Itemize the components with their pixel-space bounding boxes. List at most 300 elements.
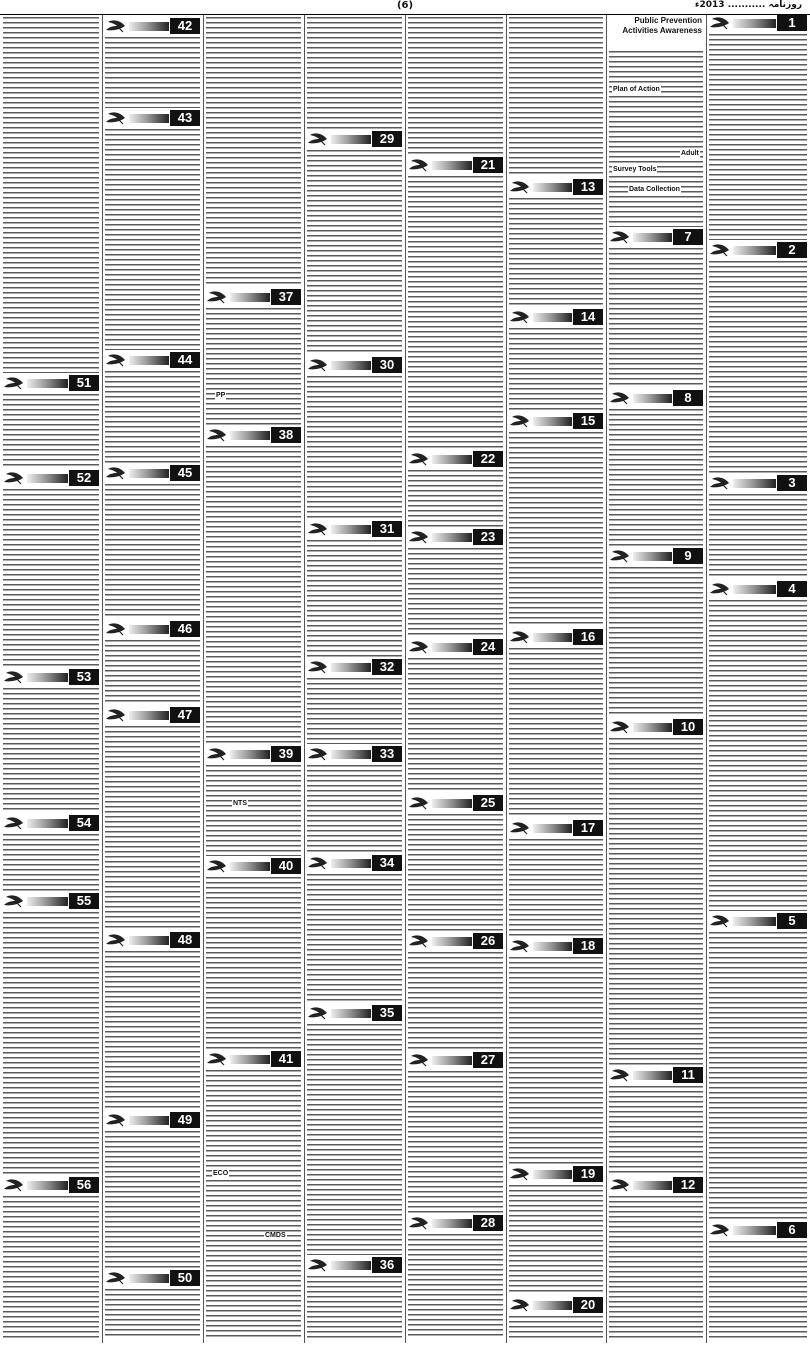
column-rule: [203, 15, 204, 1343]
section-header: [408, 451, 503, 467]
section-gradient-bar: [27, 379, 68, 388]
section-gradient-bar: [129, 114, 169, 123]
article-text-block: [509, 648, 603, 818]
article-text-block: [509, 328, 603, 411]
section-header: [509, 938, 603, 954]
section-number: 35: [372, 1005, 402, 1021]
leaf-icon: [206, 289, 228, 305]
article-text-block: [609, 1086, 703, 1175]
section-header: [307, 521, 402, 537]
section-gradient-bar: [230, 293, 270, 302]
section-number: 4: [777, 581, 807, 597]
section-gradient-bar: [230, 750, 270, 759]
section-gradient-bar: [733, 917, 776, 926]
section-header: [206, 427, 301, 443]
section-gradient-bar: [633, 552, 672, 561]
section-number: 11: [673, 1067, 703, 1083]
leaf-icon: [3, 893, 25, 909]
article-text-block: [3, 834, 99, 891]
section-number: 36: [372, 1257, 402, 1273]
leaf-icon: [709, 242, 731, 258]
article-text-block: [3, 1196, 99, 1339]
section-gradient-bar: [230, 862, 270, 871]
leaf-icon: [105, 110, 127, 126]
section-gradient-bar: [533, 183, 572, 192]
article-text-block: [105, 37, 200, 108]
article-text-block: [609, 248, 703, 388]
section-gradient-bar: [230, 431, 270, 440]
section-header: [3, 470, 99, 486]
section-number: 6: [777, 1222, 807, 1238]
awareness-heading: Public Prevention Activities Awareness: [622, 16, 702, 35]
section-header: [105, 707, 200, 723]
section-header: [105, 110, 200, 126]
section-header: [105, 465, 200, 481]
section-number: 20: [573, 1297, 603, 1313]
section-header: [105, 1112, 200, 1128]
leaf-icon: [206, 1051, 228, 1067]
article-text-block: [206, 765, 301, 856]
section-number: 24: [473, 639, 503, 655]
section-number: 27: [473, 1052, 503, 1068]
leaf-icon: [709, 475, 731, 491]
leaf-icon: [105, 1270, 127, 1286]
column-1: [706, 15, 810, 1343]
leaf-icon: [609, 719, 631, 735]
article-text-block: [609, 409, 703, 546]
leaf-icon: [609, 1177, 631, 1193]
leaf-icon: [509, 413, 531, 429]
section-gradient-bar: [432, 937, 472, 946]
section-gradient-bar: [331, 135, 371, 144]
section-gradient-bar: [129, 22, 169, 31]
leaf-icon: [3, 375, 25, 391]
section-number: 42: [170, 18, 200, 34]
leaf-icon: [307, 1005, 329, 1021]
article-text-block: [509, 17, 603, 177]
section-gradient-bar: [533, 313, 572, 322]
section-number: 8: [673, 390, 703, 406]
section-header: [206, 858, 301, 874]
section-gradient-bar: [27, 673, 68, 682]
leaf-icon: [609, 390, 631, 406]
section-header: [509, 1166, 603, 1182]
section-number: 31: [372, 521, 402, 537]
article-text-block: [206, 17, 301, 287]
section-number: 48: [170, 932, 200, 948]
article-text-block: [609, 567, 703, 717]
leaf-icon: [408, 1215, 430, 1231]
article-text-block: [105, 1289, 200, 1339]
section-header: [509, 820, 603, 836]
column-rule: [304, 15, 305, 1343]
column-rule: [506, 15, 507, 1343]
column-8: [0, 15, 102, 1343]
section-header: [408, 1215, 503, 1231]
section-header: [206, 289, 301, 305]
article-text-block: [3, 489, 99, 667]
section-number: 50: [170, 1270, 200, 1286]
section-header: [509, 1297, 603, 1313]
article-text-block: [307, 874, 402, 1003]
leaf-icon: [206, 746, 228, 762]
section-number: 33: [372, 746, 402, 762]
section-header: [408, 157, 503, 173]
section-number: 9: [673, 548, 703, 564]
leaf-icon: [609, 1067, 631, 1083]
section-number: 19: [573, 1166, 603, 1182]
leaf-icon: [3, 470, 25, 486]
section-header: [709, 1222, 807, 1238]
article-text-block: [206, 1070, 301, 1339]
section-header: [509, 179, 603, 195]
section-gradient-bar: [733, 246, 776, 255]
section-number: 51: [69, 375, 99, 391]
section-gradient-bar: [633, 1181, 672, 1190]
section-gradient-bar: [331, 361, 371, 370]
section-number: 40: [271, 858, 301, 874]
section-number: 26: [473, 933, 503, 949]
leaf-icon: [408, 157, 430, 173]
section-number: 30: [372, 357, 402, 373]
article-text-block: [408, 1234, 503, 1339]
section-gradient-bar: [27, 1181, 68, 1190]
leaf-icon: [709, 913, 731, 929]
section-number: 43: [170, 110, 200, 126]
leaf-icon: [408, 451, 430, 467]
section-header: [3, 375, 99, 391]
section-header: [408, 933, 503, 949]
article-text-block: [609, 1196, 703, 1339]
section-gradient-bar: [633, 233, 672, 242]
section-number: 54: [69, 815, 99, 831]
leaf-icon: [3, 669, 25, 685]
column-7: [102, 15, 203, 1343]
section-number: 7: [673, 229, 703, 245]
section-gradient-bar: [432, 799, 472, 808]
leaf-icon: [509, 179, 531, 195]
article-text-block: [408, 470, 503, 527]
section-number: 29: [372, 131, 402, 147]
leaf-icon: [307, 357, 329, 373]
section-header: [307, 855, 402, 871]
section-gradient-bar: [733, 1226, 776, 1235]
column-3: [506, 15, 606, 1343]
section-gradient-bar: [129, 936, 169, 945]
section-number: 53: [69, 669, 99, 685]
article-text-block: [709, 1241, 807, 1339]
article-text-block: [709, 932, 807, 1220]
label-data-collection: Data Collection: [629, 186, 680, 193]
leaf-icon: [105, 621, 127, 637]
section-number: 28: [473, 1215, 503, 1231]
section-gradient-bar: [533, 417, 572, 426]
leaf-icon: [307, 131, 329, 147]
section-gradient-bar: [129, 356, 169, 365]
label-eco: ECO: [213, 1170, 229, 1177]
section-header: [709, 581, 807, 597]
article-text-block: [105, 726, 200, 930]
section-gradient-bar: [331, 663, 371, 672]
section-number: 39: [271, 746, 301, 762]
section-number: 10: [673, 719, 703, 735]
section-header: [408, 795, 503, 811]
article-text-block: [105, 951, 200, 1110]
column-rule: [405, 15, 406, 1343]
article-text-block: [3, 394, 99, 468]
label-pp: PP: [216, 392, 226, 399]
article-text-block: [307, 765, 402, 853]
leaf-icon: [206, 427, 228, 443]
section-number: 46: [170, 621, 200, 637]
article-text-block: [509, 1316, 603, 1339]
section-header: [709, 15, 807, 31]
leaf-icon: [709, 15, 731, 31]
section-header: [105, 1270, 200, 1286]
section-number: 16: [573, 629, 603, 645]
label-survey-tools: Survey Tools: [613, 166, 657, 173]
section-gradient-bar: [633, 1071, 672, 1080]
leaf-icon: [408, 795, 430, 811]
section-header: [408, 1052, 503, 1068]
article-text-block: [709, 261, 807, 473]
masthead: روزنامہ ........... 2013ء: [694, 0, 802, 10]
leaf-icon: [105, 707, 127, 723]
section-header: [408, 529, 503, 545]
section-header: [709, 242, 807, 258]
leaf-icon: [509, 629, 531, 645]
article-text-block: [105, 484, 200, 619]
section-number: 14: [573, 309, 603, 325]
section-header: [609, 719, 703, 735]
section-header: [3, 669, 99, 685]
article-text-block: [408, 952, 503, 1050]
section-header: [509, 629, 603, 645]
section-header: [3, 1177, 99, 1193]
section-header: [206, 1051, 301, 1067]
section-gradient-bar: [533, 942, 572, 951]
article-text-block: [408, 658, 503, 793]
leaf-icon: [3, 815, 25, 831]
section-gradient-bar: [633, 394, 672, 403]
article-text-block: [307, 540, 402, 657]
section-number: 18: [573, 938, 603, 954]
section-gradient-bar: [733, 585, 776, 594]
section-gradient-bar: [733, 19, 776, 28]
section-number: 1: [777, 15, 807, 31]
section-gradient-bar: [331, 750, 371, 759]
article-text-block: [408, 17, 503, 155]
section-gradient-bar: [533, 824, 572, 833]
section-number: 21: [473, 157, 503, 173]
section-header: [709, 475, 807, 491]
section-number: 44: [170, 352, 200, 368]
article-text-block: [105, 640, 200, 705]
leaf-icon: [709, 581, 731, 597]
section-gradient-bar: [331, 525, 371, 534]
section-number: 49: [170, 1112, 200, 1128]
section-header: [609, 548, 703, 564]
label-nts: NTS: [233, 800, 247, 807]
section-header: [609, 390, 703, 406]
section-number: 52: [69, 470, 99, 486]
leaf-icon: [307, 659, 329, 675]
section-number: 23: [473, 529, 503, 545]
section-header: [105, 352, 200, 368]
leaf-icon: [105, 1112, 127, 1128]
section-gradient-bar: [432, 161, 472, 170]
article-text-block: [408, 176, 503, 449]
article-text-block: [206, 308, 301, 425]
article-text-block: [307, 1276, 402, 1339]
section-gradient-bar: [633, 723, 672, 732]
leaf-icon: [307, 855, 329, 871]
section-number: 2: [777, 242, 807, 258]
article-text-block: [307, 678, 402, 744]
leaf-icon: [307, 746, 329, 762]
section-gradient-bar: [432, 643, 472, 652]
section-gradient-bar: [129, 1116, 169, 1125]
article-text-block: [105, 371, 200, 463]
section-header: [709, 913, 807, 929]
leaf-icon: [105, 465, 127, 481]
page-number: (6): [396, 0, 414, 11]
article-text-block: [307, 376, 402, 519]
section-number: 47: [170, 707, 200, 723]
section-header: [609, 1177, 703, 1193]
leaf-icon: [408, 933, 430, 949]
article-text-block: [709, 600, 807, 911]
leaf-icon: [105, 352, 127, 368]
section-header: [307, 357, 402, 373]
article-text-block: [609, 51, 703, 227]
section-header: [3, 815, 99, 831]
section-header: [609, 1067, 703, 1083]
article-text-block: [709, 34, 807, 240]
article-text-block: [3, 17, 99, 373]
section-gradient-bar: [129, 625, 169, 634]
article-text-block: [206, 446, 301, 744]
section-number: 37: [271, 289, 301, 305]
section-header: [105, 18, 200, 34]
section-header: [206, 746, 301, 762]
section-gradient-bar: [432, 1056, 472, 1065]
section-header: [307, 131, 402, 147]
section-number: 25: [473, 795, 503, 811]
article-text-block: [408, 814, 503, 931]
section-number: 55: [69, 893, 99, 909]
section-gradient-bar: [27, 897, 68, 906]
section-gradient-bar: [331, 1261, 371, 1270]
section-gradient-bar: [129, 1274, 169, 1283]
article-text-block: [3, 912, 99, 1175]
leaf-icon: [709, 1222, 731, 1238]
article-text-block: [206, 877, 301, 1049]
section-number: 32: [372, 659, 402, 675]
column-rule: [102, 15, 103, 1343]
section-gradient-bar: [230, 1055, 270, 1064]
section-number: 38: [271, 427, 301, 443]
article-text-block: [105, 129, 200, 350]
leaf-icon: [509, 1297, 531, 1313]
section-number: 45: [170, 465, 200, 481]
section-header: [509, 309, 603, 325]
section-header: [307, 1257, 402, 1273]
section-gradient-bar: [129, 469, 169, 478]
article-text-block: [609, 738, 703, 1065]
section-number: 34: [372, 855, 402, 871]
label-adult: Adult: [681, 150, 699, 157]
leaf-icon: [509, 309, 531, 325]
section-gradient-bar: [129, 711, 169, 720]
article-text-block: [509, 839, 603, 936]
leaf-icon: [509, 1166, 531, 1182]
section-gradient-bar: [331, 1009, 371, 1018]
section-header: [105, 621, 200, 637]
section-number: 13: [573, 179, 603, 195]
section-gradient-bar: [432, 455, 472, 464]
article-text-block: [408, 1071, 503, 1213]
leaf-icon: [3, 1177, 25, 1193]
article-text-block: [307, 17, 402, 129]
section-number: 15: [573, 413, 603, 429]
leaf-icon: [408, 529, 430, 545]
page-header: [0, 0, 810, 15]
section-gradient-bar: [27, 819, 68, 828]
article-text-block: [408, 548, 503, 637]
section-header: [307, 746, 402, 762]
column-6: [203, 15, 304, 1343]
article-text-block: [3, 688, 99, 813]
section-gradient-bar: [27, 474, 68, 483]
section-number: 12: [673, 1177, 703, 1193]
leaf-icon: [307, 521, 329, 537]
article-text-block: [307, 150, 402, 355]
section-gradient-bar: [432, 1219, 472, 1228]
article-text-block: [509, 432, 603, 627]
leaf-icon: [408, 639, 430, 655]
leaf-icon: [206, 858, 228, 874]
column-4: [405, 15, 506, 1343]
section-number: 17: [573, 820, 603, 836]
section-number: 22: [473, 451, 503, 467]
section-header: [3, 893, 99, 909]
section-header: [307, 1005, 402, 1021]
article-text-block: [509, 1185, 603, 1295]
section-gradient-bar: [432, 533, 472, 542]
leaf-icon: [609, 229, 631, 245]
section-gradient-bar: [533, 1170, 572, 1179]
column-5: [304, 15, 405, 1343]
section-header: [105, 932, 200, 948]
leaf-icon: [105, 932, 127, 948]
leaf-icon: [307, 1257, 329, 1273]
section-number: 41: [271, 1051, 301, 1067]
section-header: [408, 639, 503, 655]
leaf-icon: [509, 820, 531, 836]
article-text-block: [709, 494, 807, 579]
section-number: 5: [777, 913, 807, 929]
article-text-block: [509, 198, 603, 307]
section-gradient-bar: [733, 479, 776, 488]
column-rule: [706, 15, 707, 1343]
article-text-block: [509, 957, 603, 1164]
leaf-icon: [408, 1052, 430, 1068]
column-2: [606, 15, 706, 1343]
section-gradient-bar: [533, 633, 572, 642]
article-text-block: [307, 1024, 402, 1255]
section-header: [609, 229, 703, 245]
